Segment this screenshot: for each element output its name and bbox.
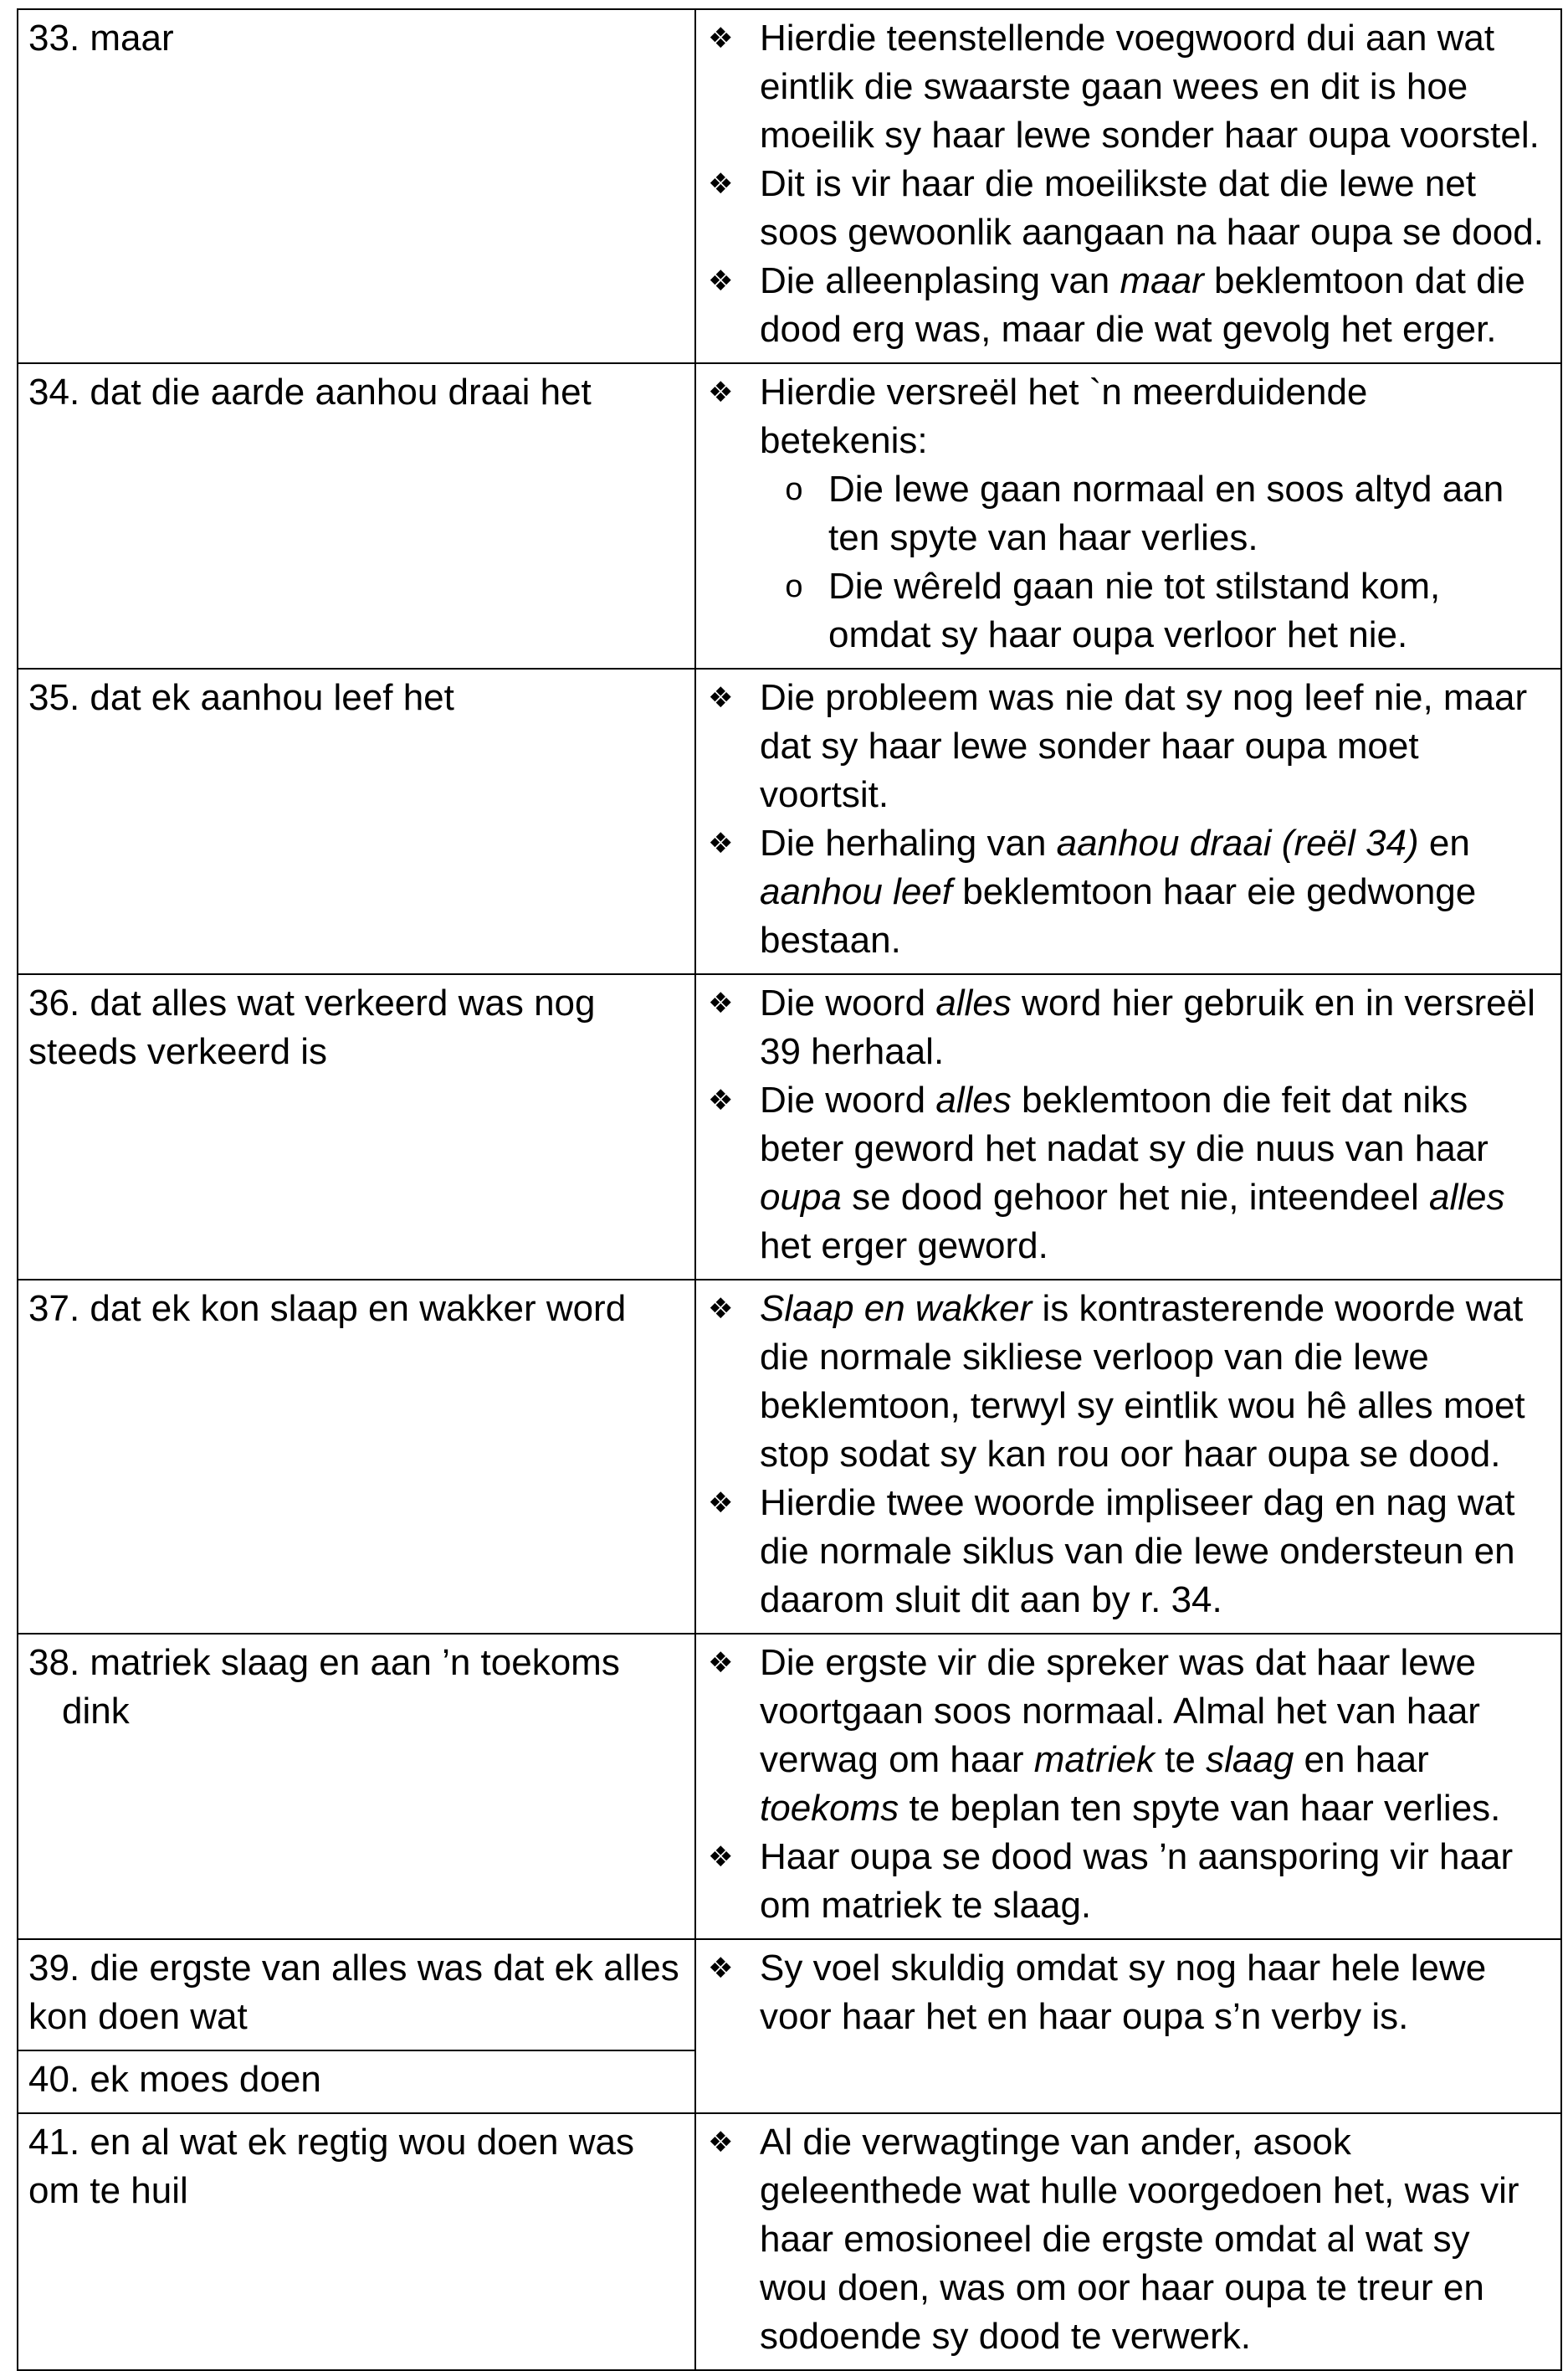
table-row [18,2113,1561,2370]
emphasis: alles [1429,1177,1505,1218]
line-text: 34. dat die aarde aanhou draai het [28,372,592,413]
bullet-text: Haar oupa se dood was ’n aansporing vir haar om matriek te slaag. [760,1836,1514,1926]
emphasis: aanhou draai (reël 34) [1056,823,1419,864]
bullet-icon: ❖ [708,22,734,55]
commentary-cell [695,1280,1561,1634]
sub-bullet-text: Die wêreld gaan nie tot stilstand kom, omdat sy haar oupa verloor het nie. [828,566,1441,655]
sub-bullet-icon: o [785,569,803,604]
emphasis: aanhou leef [760,871,952,912]
sub-bullet-item [760,562,1544,659]
emphasis: slaag [1206,1739,1294,1780]
bullet-text: Die probleem was nie dat sy nog leef nie, maar dat sy haar lewe sonder haar oupa moet voortsit. [760,677,1528,815]
emphasis: toekoms [760,1788,899,1829]
bullet-text: Die ergste vir die spreker was dat haar lewe voortgaan soos normaal. Almal het van haar verwag om haar matriek te slaag en haar toekoms te beplan ten spyte van haar verlies. [760,1642,1501,1829]
bullet-item [708,368,1544,465]
line-cell [18,974,695,1280]
bullet-icon: ❖ [708,1952,734,1985]
emphasis: alles [935,1080,1012,1121]
commentary-cell [695,2113,1561,2370]
commentary-cell [695,974,1561,1280]
line-text: 38. matriek slaag en aan ’n toekoms dink [28,1642,620,1732]
bullet-text: Al die verwagtinge van ander, asook geleenthede wat hulle voorgedoen het, was vir haar emosioneel die ergste omdat al wat sy wou doen, was om oor haar oupa te treur en sodoende sy dood te verwerk. [760,2122,1519,2357]
bullet-icon: ❖ [708,1646,734,1680]
emphasis: alles [935,983,1012,1024]
bullet-text: Die woord alles word hier gebruik en in versreël 39 herhaal. [760,983,1535,1072]
bullet-item [708,1076,1544,1270]
line-cell [18,669,695,974]
table-row [18,974,1561,1280]
bullet-item [708,160,1544,257]
table-row [18,1634,1561,1939]
table-row [18,669,1561,974]
bullet-item [708,674,1544,819]
bullet-text: Sy voel skuldig omdat sy nog haar hele lewe voor haar het en haar oupa s’n verby is. [760,1948,1487,2037]
line-cell [18,1939,695,2050]
table-row [18,1280,1561,1634]
bullet-text: Hierdie teenstellende voegwoord dui aan wat eintlik die swaarste gaan wees en dit is hoe moeilik sy haar lewe sonder haar oupa voorstel. [760,18,1540,156]
line-text: 35. dat ek aanhou leef het [28,677,454,718]
line-cell [18,9,695,363]
bullet-icon: ❖ [708,2126,734,2159]
bullet-item [708,257,1544,354]
bullet-icon: ❖ [708,376,734,409]
bullet-icon: ❖ [708,827,734,860]
bullet-icon: ❖ [708,1486,734,1520]
poem-analysis-table [17,8,1562,2371]
bullet-text: Die herhaling van aanhou draai (reël 34) en aanhou leef beklemtoon haar eie gedwonge bestaan. [760,823,1477,961]
table-row [18,1939,1561,2050]
commentary-cell [695,1634,1561,1939]
commentary-cell [695,1939,1561,2113]
bullet-icon: ❖ [708,264,734,298]
sub-bullet-text: Die lewe gaan normaal en soos altyd aan ten spyte van haar verlies. [828,469,1504,558]
emphasis: oupa [760,1177,842,1218]
table-row [18,363,1561,669]
bullet-icon: ❖ [708,681,734,715]
line-cell [18,1280,695,1634]
bullet-text: Die woord alles beklemtoon die feit dat niks beter geword het nadat sy die nuus van haar oupa se dood gehoor het nie, inteendeel alles het erger geword. [760,1080,1505,1266]
emphasis: maar [1120,260,1204,301]
bullet-text: Die alleenplasing van maar beklemtoon dat die dood erg was, maar die wat gevolg het erger. [760,260,1525,350]
line-cell [18,2050,695,2113]
line-cell [18,2113,695,2370]
commentary-cell [695,669,1561,974]
bullet-text: Dit is vir haar die moeilikste dat die lewe net soos gewoonlik aangaan na haar oupa se dood. [760,163,1544,253]
bullet-icon: ❖ [708,167,734,201]
line-text: 37. dat ek kon slaap en wakker word [28,1288,627,1329]
emphasis: matriek [1033,1739,1155,1780]
line-cell [18,1634,695,1939]
bullet-item [708,1639,1544,1833]
line-text: 39. die ergste van alles was dat ek alles kon doen wat [28,1948,679,2037]
bullet-item [708,1479,1544,1624]
bullet-item [708,1944,1544,2041]
bullet-icon: ❖ [708,1292,734,1326]
bullet-icon: ❖ [708,987,734,1020]
sub-bullet-item [760,465,1544,562]
line-text: 40. ek moes doen [28,2059,321,2100]
bullet-icon: ❖ [708,1840,734,1874]
emphasis: Slaap en wakker [760,1288,1033,1329]
line-text: 41. en al wat ek regtig wou doen was om te huil [28,2122,635,2211]
line-cell [18,363,695,669]
bullet-text: Hierdie twee woorde impliseer dag en nag wat die normale siklus van die lewe ondersteun en daarom sluit dit aan by r. 34. [760,1482,1515,1620]
commentary-cell [695,363,1561,669]
bullet-item [708,2118,1544,2361]
table-row [18,9,1561,363]
bullet-item [708,1285,1544,1479]
commentary-cell [695,9,1561,363]
document-page [17,8,1562,2371]
bullet-item [708,819,1544,965]
bullet-text: Hierdie versreël het `n meerduidende betekenis: [760,372,1368,461]
bullet-icon: ❖ [708,1084,734,1117]
sub-bullet-icon: o [785,472,803,507]
bullet-item [708,14,1544,160]
bullet-text: Slaap en wakker is kontrasterende woorde wat die normale sikliese verloop van die lewe beklemtoon, terwyl sy eintlik wou hê alles moet stop sodat sy kan rou oor haar oupa se dood. [760,1288,1525,1475]
bullet-item [708,979,1544,1076]
line-text: 33. maar [28,18,174,59]
bullet-item [708,1833,1544,1930]
line-text: 36. dat alles wat verkeerd was nog steeds verkeerd is [28,983,596,1072]
